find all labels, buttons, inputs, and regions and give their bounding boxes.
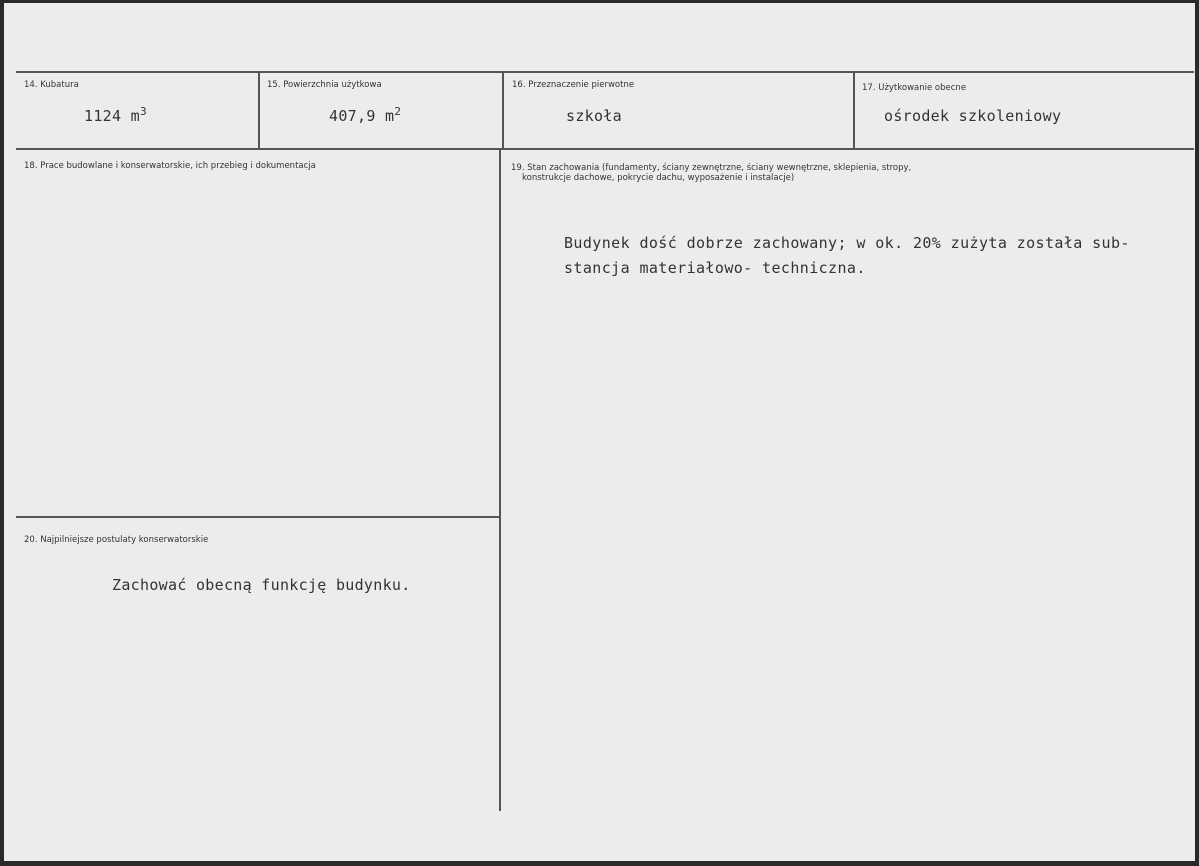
field-14-value xyxy=(84,105,147,125)
row1-bottom-rule xyxy=(16,148,1194,150)
field-18-label: 18. Prace budowlane i konserwatorskie, ich przebieg i dokumentacja xyxy=(24,161,316,171)
field-17-value: ośrodek szkoleniowy xyxy=(884,107,1062,125)
field-15-unit-exp: 2 xyxy=(394,105,402,118)
field-20-label: 20. Najpilniejsze postulaty konserwatorskie xyxy=(24,535,209,545)
divider-15-16 xyxy=(502,72,504,149)
field-19-text xyxy=(564,231,1130,281)
field-19-label xyxy=(511,163,911,183)
field-20-value: Zachować obecną funkcję budynku. xyxy=(112,576,411,594)
field-14-unit: m xyxy=(130,107,141,125)
divider-14-15 xyxy=(258,72,260,149)
field-15-number: 407,9 xyxy=(329,107,376,125)
record-card xyxy=(4,3,1195,861)
field-17-label: 17. Użytkowanie obecne xyxy=(862,83,967,93)
field-19-text-line1: Budynek dość dobrze zachowany; w ok. 20% zużyta została sub- xyxy=(564,234,1130,252)
field-16-label: 16. Przeznaczenie pierwotne xyxy=(512,80,635,90)
main-vertical-divider xyxy=(499,149,501,811)
field-14-label: 14. Kubatura xyxy=(24,80,79,90)
field-19-text-line2: stancja materiałowo- techniczna. xyxy=(564,259,866,277)
field-19-label-line1: 19. Stan zachowania (fundamenty, ściany zewnętrzne, ściany wewnętrzne, sklepienia, stropy, xyxy=(511,163,912,173)
top-rule xyxy=(16,71,1194,73)
field-14-unit-exp: 3 xyxy=(140,105,147,118)
field-19-label-line2: konstrukcje dachowe, pokrycie dachu, wyposażenie i instalacje) xyxy=(522,173,795,183)
field-14-number: 1124 xyxy=(84,107,122,125)
section-18-20-rule xyxy=(16,516,500,518)
field-15-unit: m xyxy=(385,107,395,125)
field-16-value: szkoła xyxy=(566,107,622,125)
field-15-label: 15. Powierzchnia użytkowa xyxy=(267,80,382,90)
divider-16-17 xyxy=(853,72,855,149)
field-15-value xyxy=(329,105,401,125)
